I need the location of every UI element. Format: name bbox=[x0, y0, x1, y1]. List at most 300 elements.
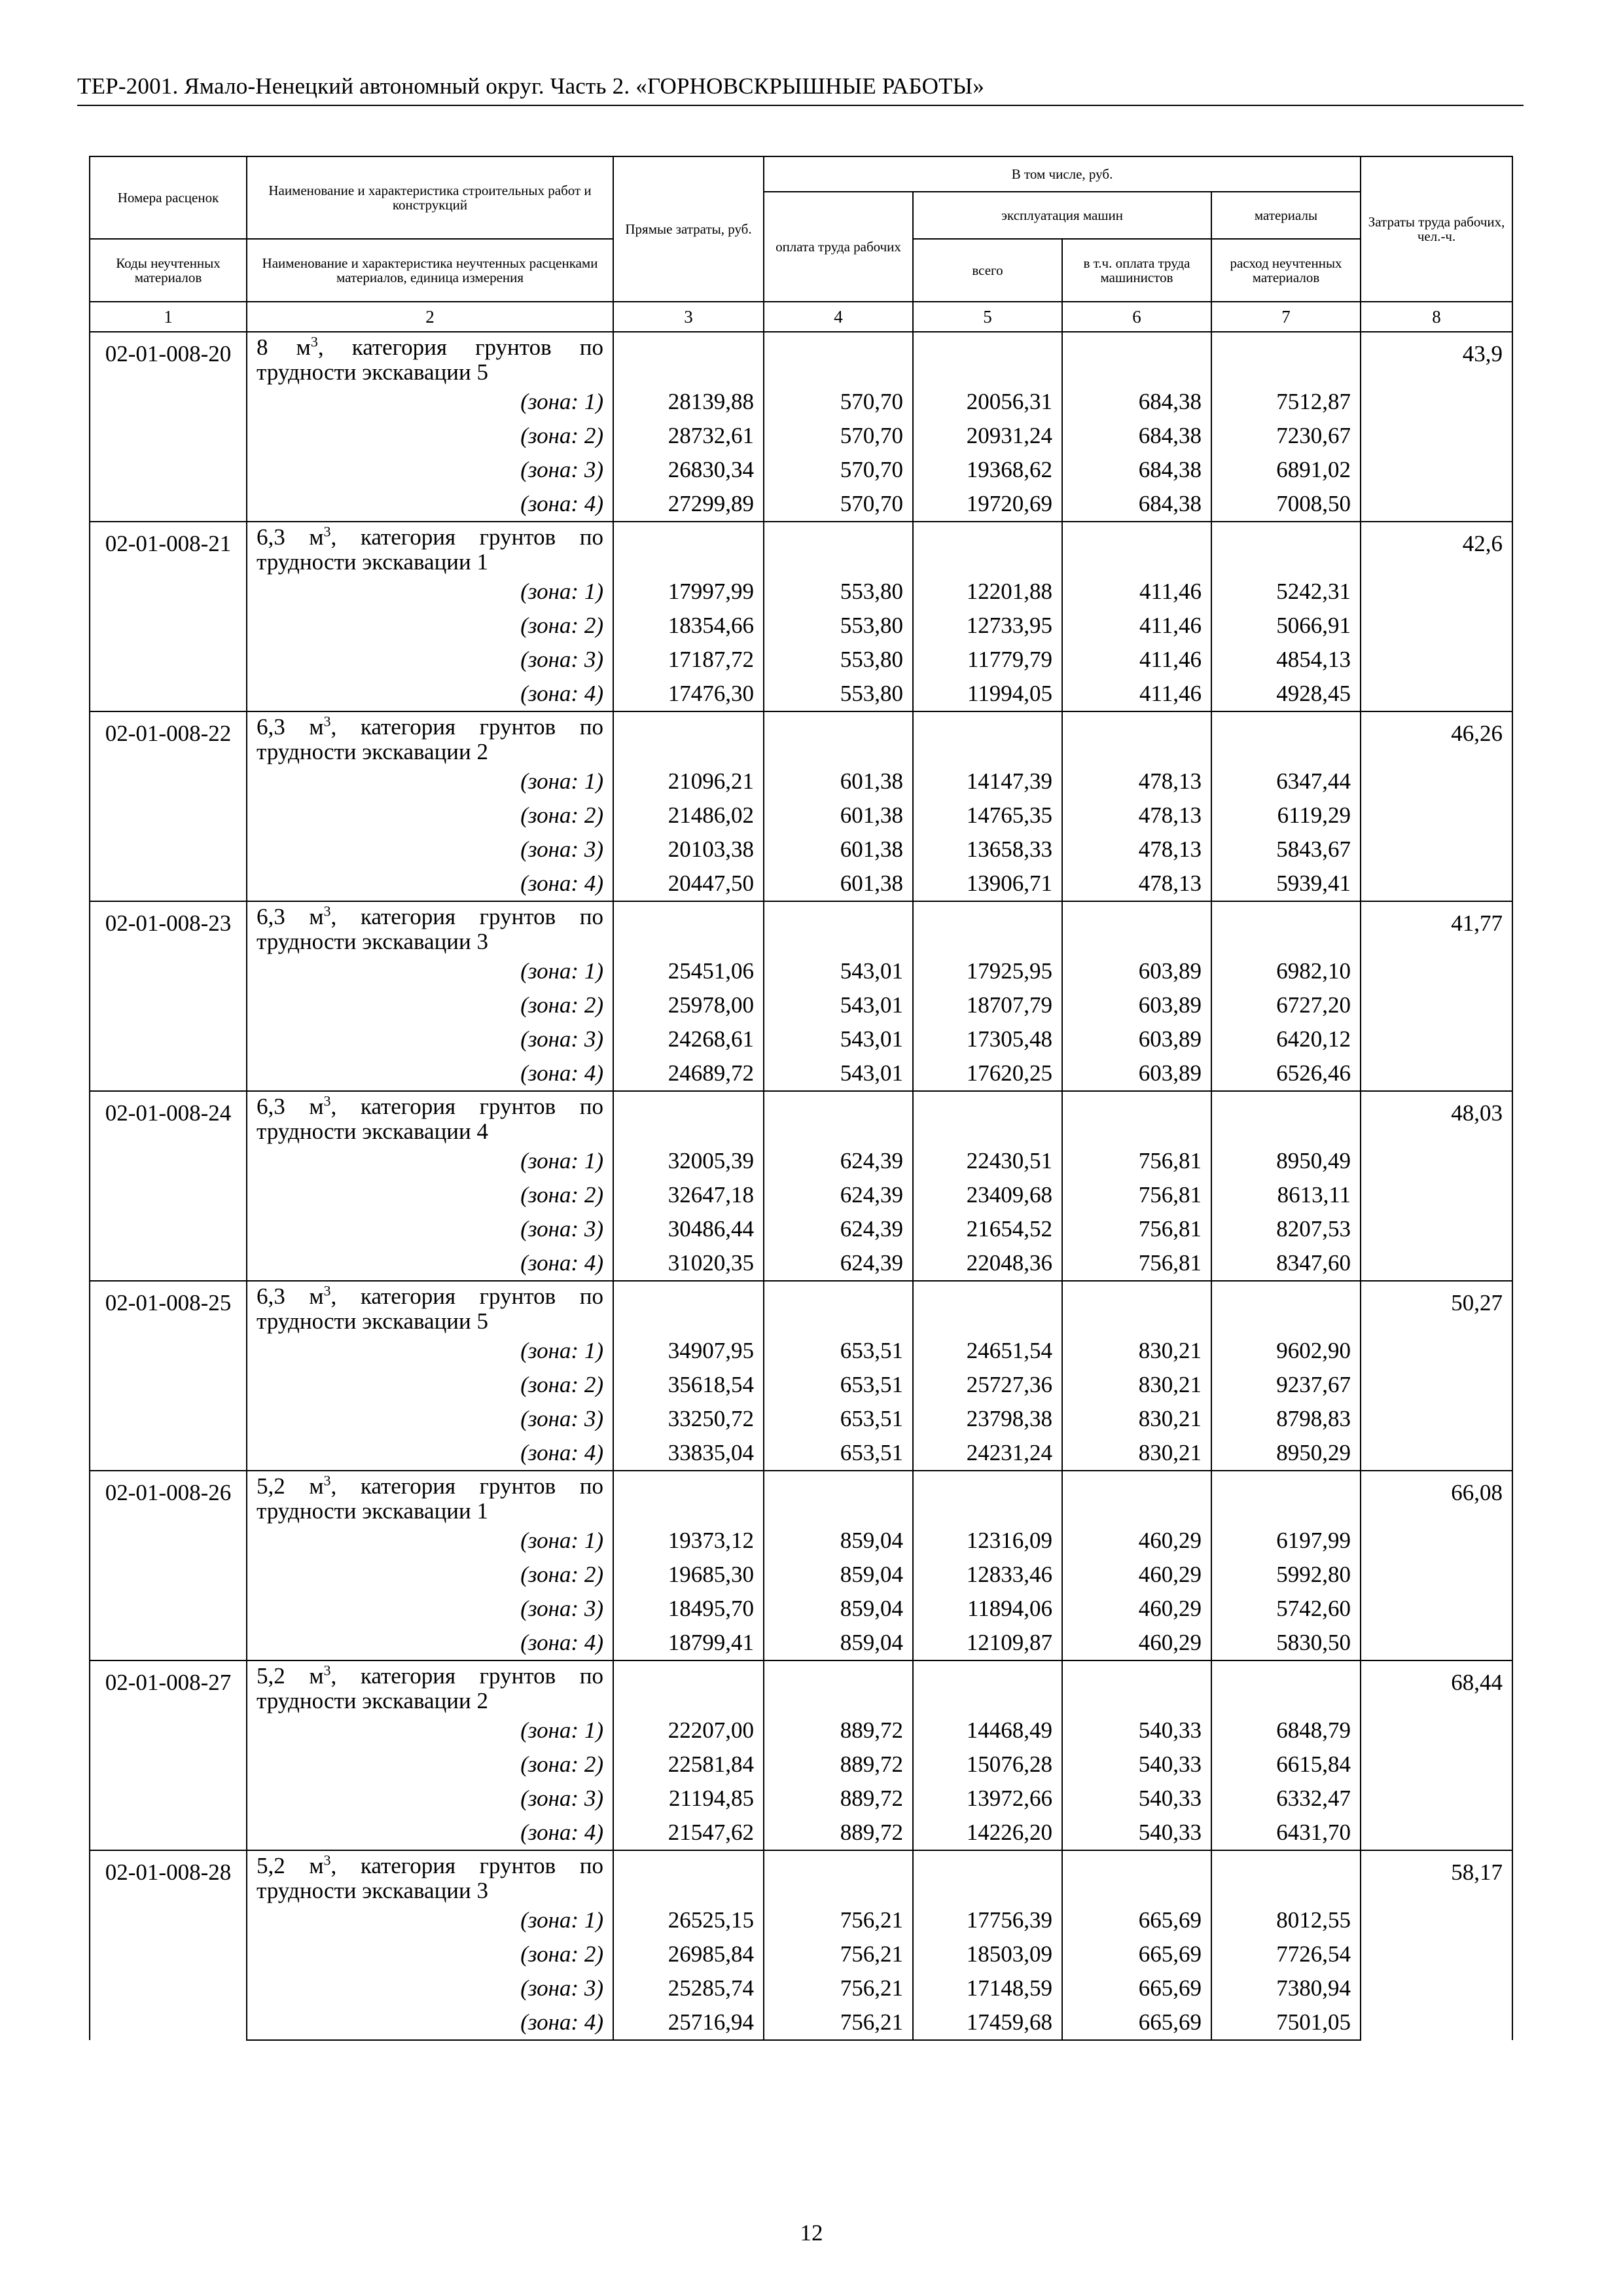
machines-total-value: 17925,95 bbox=[913, 954, 1062, 988]
empty-cell bbox=[1062, 1850, 1211, 1903]
unit-exponent: 3 bbox=[323, 1282, 331, 1299]
operators-wages-value: 478,13 bbox=[1062, 867, 1211, 901]
materials-value: 5843,67 bbox=[1211, 833, 1361, 867]
rate-record-row bbox=[90, 1660, 1512, 1713]
wages-value: 624,39 bbox=[764, 1144, 913, 1178]
materials-value: 5242,31 bbox=[1211, 575, 1361, 609]
operators-wages-value: 540,33 bbox=[1062, 1816, 1211, 1850]
zone-label: (зона: 2) bbox=[247, 1558, 613, 1592]
zone-row bbox=[90, 833, 1512, 867]
description-text: 5,2 м bbox=[257, 1473, 324, 1499]
machines-total-value: 20056,31 bbox=[913, 385, 1062, 419]
unit-exponent: 3 bbox=[323, 713, 331, 730]
direct-costs-value: 26830,34 bbox=[613, 453, 764, 487]
wages-value: 889,72 bbox=[764, 1748, 913, 1782]
direct-costs-value: 19685,30 bbox=[613, 1558, 764, 1592]
col-number: 5 bbox=[913, 302, 1062, 332]
empty-cell bbox=[913, 332, 1062, 385]
zone-label: (зона: 1) bbox=[247, 575, 613, 609]
empty-cell bbox=[764, 522, 913, 575]
direct-costs-value: 24268,61 bbox=[613, 1022, 764, 1056]
materials-value: 5066,91 bbox=[1211, 609, 1361, 643]
empty-cell bbox=[613, 522, 764, 575]
materials-value: 7512,87 bbox=[1211, 385, 1361, 419]
operators-wages-value: 478,13 bbox=[1062, 764, 1211, 798]
header-rate-number: Номера расценок bbox=[90, 156, 247, 239]
materials-value: 6982,10 bbox=[1211, 954, 1361, 988]
unit-exponent: 3 bbox=[323, 1662, 331, 1679]
wages-value: 756,21 bbox=[764, 2005, 913, 2040]
machines-total-value: 19368,62 bbox=[913, 453, 1062, 487]
direct-costs-value: 33250,72 bbox=[613, 1402, 764, 1436]
header-machines: эксплуатация машин bbox=[913, 192, 1211, 239]
labor-cost: 41,77 bbox=[1361, 901, 1512, 1091]
wages-value: 756,21 bbox=[764, 1937, 913, 1971]
materials-value: 6420,12 bbox=[1211, 1022, 1361, 1056]
zone-row bbox=[90, 487, 1512, 522]
machines-total-value: 14765,35 bbox=[913, 798, 1062, 833]
col-number: 3 bbox=[613, 302, 764, 332]
zone-row bbox=[90, 1626, 1512, 1660]
operators-wages-value: 756,81 bbox=[1062, 1178, 1211, 1212]
direct-costs-value: 30486,44 bbox=[613, 1212, 764, 1246]
zone-label: (зона: 2) bbox=[247, 1748, 613, 1782]
col-number: 2 bbox=[247, 302, 613, 332]
zone-label: (зона: 3) bbox=[247, 1212, 613, 1246]
zone-row bbox=[90, 677, 1512, 711]
operators-wages-value: 665,69 bbox=[1062, 1971, 1211, 2005]
operators-wages-value: 411,46 bbox=[1062, 609, 1211, 643]
labor-cost: 42,6 bbox=[1361, 522, 1512, 711]
empty-cell bbox=[1211, 1281, 1361, 1334]
materials-value: 7230,67 bbox=[1211, 419, 1361, 453]
materials-value: 8950,49 bbox=[1211, 1144, 1361, 1178]
machines-total-value: 11994,05 bbox=[913, 677, 1062, 711]
empty-cell bbox=[1211, 1091, 1361, 1144]
zone-row bbox=[90, 1334, 1512, 1368]
operators-wages-value: 603,89 bbox=[1062, 1056, 1211, 1091]
zone-row bbox=[90, 1816, 1512, 1850]
header-labor: Затраты труда рабочих, чел.-ч. bbox=[1361, 156, 1512, 302]
wages-value: 624,39 bbox=[764, 1178, 913, 1212]
direct-costs-value: 28139,88 bbox=[613, 385, 764, 419]
labor-cost: 66,08 bbox=[1361, 1471, 1512, 1660]
zone-label: (зона: 4) bbox=[247, 867, 613, 901]
description-text: , категория грунтов по трудности экскавации 5 bbox=[257, 1283, 603, 1334]
rate-code: 02-01-008-24 bbox=[90, 1091, 247, 1281]
zone-row bbox=[90, 643, 1512, 677]
description-text: 6,3 м bbox=[257, 714, 324, 740]
zone-label: (зона: 4) bbox=[247, 487, 613, 522]
zone-row bbox=[90, 419, 1512, 453]
operators-wages-value: 684,38 bbox=[1062, 487, 1211, 522]
empty-cell bbox=[764, 332, 913, 385]
direct-costs-value: 25285,74 bbox=[613, 1971, 764, 2005]
operators-wages-value: 411,46 bbox=[1062, 575, 1211, 609]
wages-value: 624,39 bbox=[764, 1212, 913, 1246]
empty-cell bbox=[613, 1660, 764, 1713]
machines-total-value: 22048,36 bbox=[913, 1246, 1062, 1281]
operators-wages-value: 460,29 bbox=[1062, 1592, 1211, 1626]
machines-total-value: 20931,24 bbox=[913, 419, 1062, 453]
zone-label: (зона: 3) bbox=[247, 643, 613, 677]
materials-value: 5742,60 bbox=[1211, 1592, 1361, 1626]
empty-cell bbox=[913, 711, 1062, 764]
operators-wages-value: 540,33 bbox=[1062, 1782, 1211, 1816]
zone-label: (зона: 2) bbox=[247, 419, 613, 453]
operators-wages-value: 540,33 bbox=[1062, 1748, 1211, 1782]
description-text: 6,3 м bbox=[257, 524, 324, 550]
rate-description bbox=[247, 1471, 613, 1524]
labor-cost: 68,44 bbox=[1361, 1660, 1512, 1850]
materials-value: 6891,02 bbox=[1211, 453, 1361, 487]
zone-row bbox=[90, 1713, 1512, 1748]
machines-total-value: 14226,20 bbox=[913, 1816, 1062, 1850]
col-number: 7 bbox=[1211, 302, 1361, 332]
machines-total-value: 18503,09 bbox=[913, 1937, 1062, 1971]
header-name-unaccounted: Наименование и характеристика неучтенных расценками материалов, единица измерения bbox=[247, 239, 613, 302]
direct-costs-value: 20447,50 bbox=[613, 867, 764, 901]
materials-value: 5939,41 bbox=[1211, 867, 1361, 901]
zone-label: (зона: 1) bbox=[247, 1334, 613, 1368]
empty-cell bbox=[1062, 1471, 1211, 1524]
zone-row bbox=[90, 609, 1512, 643]
zone-row bbox=[90, 1971, 1512, 2005]
zone-row bbox=[90, 1022, 1512, 1056]
zone-label: (зона: 2) bbox=[247, 798, 613, 833]
operators-wages-value: 478,13 bbox=[1062, 833, 1211, 867]
unit-exponent: 3 bbox=[323, 523, 331, 540]
header-operators-wages: в т.ч. оплата труда машинистов bbox=[1062, 239, 1211, 302]
operators-wages-value: 756,81 bbox=[1062, 1144, 1211, 1178]
empty-cell bbox=[613, 711, 764, 764]
rate-code: 02-01-008-26 bbox=[90, 1471, 247, 1660]
machines-total-value: 24651,54 bbox=[913, 1334, 1062, 1368]
empty-cell bbox=[613, 332, 764, 385]
direct-costs-value: 26985,84 bbox=[613, 1937, 764, 1971]
zone-row bbox=[90, 575, 1512, 609]
direct-costs-value: 27299,89 bbox=[613, 487, 764, 522]
wages-value: 601,38 bbox=[764, 867, 913, 901]
zone-label: (зона: 1) bbox=[247, 764, 613, 798]
machines-total-value: 18707,79 bbox=[913, 988, 1062, 1022]
empty-cell bbox=[1211, 522, 1361, 575]
materials-value: 7380,94 bbox=[1211, 1971, 1361, 2005]
labor-cost: 43,9 bbox=[1361, 332, 1512, 522]
rate-code: 02-01-008-27 bbox=[90, 1660, 247, 1850]
operators-wages-value: 460,29 bbox=[1062, 1626, 1211, 1660]
direct-costs-value: 25978,00 bbox=[613, 988, 764, 1022]
wages-value: 859,04 bbox=[764, 1558, 913, 1592]
direct-costs-value: 18354,66 bbox=[613, 609, 764, 643]
machines-total-value: 23798,38 bbox=[913, 1402, 1062, 1436]
wages-value: 543,01 bbox=[764, 954, 913, 988]
rate-record-row bbox=[90, 711, 1512, 764]
empty-cell bbox=[913, 1091, 1062, 1144]
machines-total-value: 14468,49 bbox=[913, 1713, 1062, 1748]
empty-cell bbox=[1062, 901, 1211, 954]
zone-label: (зона: 3) bbox=[247, 1402, 613, 1436]
zone-row bbox=[90, 385, 1512, 419]
zone-label: (зона: 2) bbox=[247, 988, 613, 1022]
empty-cell bbox=[613, 1281, 764, 1334]
materials-value: 6332,47 bbox=[1211, 1782, 1361, 1816]
wages-value: 889,72 bbox=[764, 1782, 913, 1816]
zone-label: (зона: 3) bbox=[247, 453, 613, 487]
empty-cell bbox=[913, 1660, 1062, 1713]
direct-costs-value: 18799,41 bbox=[613, 1626, 764, 1660]
operators-wages-value: 460,29 bbox=[1062, 1524, 1211, 1558]
machines-total-value: 17305,48 bbox=[913, 1022, 1062, 1056]
description-text: 6,3 м bbox=[257, 1283, 324, 1309]
zone-row bbox=[90, 1246, 1512, 1281]
rate-description bbox=[247, 522, 613, 575]
operators-wages-value: 684,38 bbox=[1062, 453, 1211, 487]
wages-value: 624,39 bbox=[764, 1246, 913, 1281]
materials-value: 5992,80 bbox=[1211, 1558, 1361, 1592]
table-body bbox=[90, 332, 1512, 2040]
labor-cost: 46,26 bbox=[1361, 711, 1512, 901]
empty-cell bbox=[1211, 711, 1361, 764]
unit-exponent: 3 bbox=[323, 1092, 331, 1109]
operators-wages-value: 478,13 bbox=[1062, 798, 1211, 833]
materials-value: 4854,13 bbox=[1211, 643, 1361, 677]
zone-label: (зона: 3) bbox=[247, 1022, 613, 1056]
description-text: , категория грунтов по трудности экскавации 1 bbox=[257, 524, 603, 575]
wages-value: 601,38 bbox=[764, 833, 913, 867]
machines-total-value: 12733,95 bbox=[913, 609, 1062, 643]
machines-total-value: 22430,51 bbox=[913, 1144, 1062, 1178]
zone-row bbox=[90, 988, 1512, 1022]
empty-cell bbox=[764, 1281, 913, 1334]
wages-value: 653,51 bbox=[764, 1402, 913, 1436]
machines-total-value: 15076,28 bbox=[913, 1748, 1062, 1782]
machines-total-value: 11894,06 bbox=[913, 1592, 1062, 1626]
zone-label: (зона: 4) bbox=[247, 1056, 613, 1091]
operators-wages-value: 684,38 bbox=[1062, 385, 1211, 419]
materials-value: 8798,83 bbox=[1211, 1402, 1361, 1436]
empty-cell bbox=[613, 1091, 764, 1144]
direct-costs-value: 32647,18 bbox=[613, 1178, 764, 1212]
direct-costs-value: 25451,06 bbox=[613, 954, 764, 988]
zone-label: (зона: 1) bbox=[247, 1144, 613, 1178]
machines-total-value: 12833,46 bbox=[913, 1558, 1062, 1592]
machines-total-value: 12201,88 bbox=[913, 575, 1062, 609]
materials-value: 6848,79 bbox=[1211, 1713, 1361, 1748]
materials-value: 9602,90 bbox=[1211, 1334, 1361, 1368]
direct-costs-value: 20103,38 bbox=[613, 833, 764, 867]
materials-value: 5830,50 bbox=[1211, 1626, 1361, 1660]
wages-value: 553,80 bbox=[764, 575, 913, 609]
materials-value: 6615,84 bbox=[1211, 1748, 1361, 1782]
unit-exponent: 3 bbox=[323, 1852, 331, 1869]
zone-row bbox=[90, 453, 1512, 487]
operators-wages-value: 830,21 bbox=[1062, 1402, 1211, 1436]
empty-cell bbox=[613, 1471, 764, 1524]
direct-costs-value: 28732,61 bbox=[613, 419, 764, 453]
header-direct-costs: Прямые затраты, руб. bbox=[613, 156, 764, 302]
operators-wages-value: 684,38 bbox=[1062, 419, 1211, 453]
machines-total-value: 14147,39 bbox=[913, 764, 1062, 798]
zone-row bbox=[90, 1937, 1512, 1971]
zone-row bbox=[90, 1056, 1512, 1091]
wages-value: 553,80 bbox=[764, 677, 913, 711]
header-materials: материалы bbox=[1211, 192, 1361, 239]
zone-label: (зона: 1) bbox=[247, 1524, 613, 1558]
wages-value: 859,04 bbox=[764, 1592, 913, 1626]
machines-total-value: 11779,79 bbox=[913, 643, 1062, 677]
operators-wages-value: 460,29 bbox=[1062, 1558, 1211, 1592]
machines-total-value: 13658,33 bbox=[913, 833, 1062, 867]
materials-value: 8613,11 bbox=[1211, 1178, 1361, 1212]
header-wages: оплата труда рабочих bbox=[764, 192, 913, 302]
empty-cell bbox=[1211, 901, 1361, 954]
machines-total-value: 17148,59 bbox=[913, 1971, 1062, 2005]
direct-costs-value: 17187,72 bbox=[613, 643, 764, 677]
machines-total-value: 25727,36 bbox=[913, 1368, 1062, 1402]
rate-code: 02-01-008-25 bbox=[90, 1281, 247, 1471]
direct-costs-value: 26525,15 bbox=[613, 1903, 764, 1937]
description-text: , категория грунтов по трудности экскавации 5 bbox=[257, 334, 603, 385]
rate-description bbox=[247, 1091, 613, 1144]
materials-value: 7008,50 bbox=[1211, 487, 1361, 522]
wages-value: 653,51 bbox=[764, 1368, 913, 1402]
zone-row bbox=[90, 798, 1512, 833]
wages-value: 653,51 bbox=[764, 1436, 913, 1471]
empty-cell bbox=[1062, 711, 1211, 764]
zone-label: (зона: 4) bbox=[247, 1626, 613, 1660]
zone-row bbox=[90, 867, 1512, 901]
unit-exponent: 3 bbox=[310, 333, 318, 350]
operators-wages-value: 665,69 bbox=[1062, 2005, 1211, 2040]
direct-costs-value: 34907,95 bbox=[613, 1334, 764, 1368]
materials-value: 6347,44 bbox=[1211, 764, 1361, 798]
direct-costs-value: 17476,30 bbox=[613, 677, 764, 711]
empty-cell bbox=[1062, 1091, 1211, 1144]
wages-value: 601,38 bbox=[764, 764, 913, 798]
zone-row bbox=[90, 1212, 1512, 1246]
machines-total-value: 12316,09 bbox=[913, 1524, 1062, 1558]
wages-value: 756,21 bbox=[764, 1903, 913, 1937]
direct-costs-value: 32005,39 bbox=[613, 1144, 764, 1178]
machines-total-value: 13972,66 bbox=[913, 1782, 1062, 1816]
empty-cell bbox=[913, 901, 1062, 954]
wages-value: 756,21 bbox=[764, 1971, 913, 2005]
operators-wages-value: 411,46 bbox=[1062, 677, 1211, 711]
empty-cell bbox=[764, 901, 913, 954]
description-text: , категория грунтов по трудности экскавации 4 bbox=[257, 1094, 603, 1144]
materials-value: 7726,54 bbox=[1211, 1937, 1361, 1971]
unit-exponent: 3 bbox=[323, 1472, 331, 1489]
empty-cell bbox=[764, 1660, 913, 1713]
zone-label: (зона: 1) bbox=[247, 1713, 613, 1748]
direct-costs-value: 18495,70 bbox=[613, 1592, 764, 1626]
wages-value: 553,80 bbox=[764, 643, 913, 677]
wages-value: 570,70 bbox=[764, 385, 913, 419]
machines-total-value: 17459,68 bbox=[913, 2005, 1062, 2040]
rate-code: 02-01-008-21 bbox=[90, 522, 247, 711]
description-text: , категория грунтов по трудности экскавации 2 bbox=[257, 1663, 603, 1713]
zone-row bbox=[90, 1178, 1512, 1212]
machines-total-value: 23409,68 bbox=[913, 1178, 1062, 1212]
wages-value: 859,04 bbox=[764, 1626, 913, 1660]
operators-wages-value: 830,21 bbox=[1062, 1368, 1211, 1402]
wages-value: 570,70 bbox=[764, 453, 913, 487]
labor-cost: 58,17 bbox=[1361, 1850, 1512, 2040]
rate-record-row bbox=[90, 1850, 1512, 1903]
rate-description bbox=[247, 332, 613, 385]
materials-value: 6431,70 bbox=[1211, 1816, 1361, 1850]
wages-value: 653,51 bbox=[764, 1334, 913, 1368]
machines-total-value: 24231,24 bbox=[913, 1436, 1062, 1471]
zone-label: (зона: 1) bbox=[247, 1903, 613, 1937]
materials-value: 9237,67 bbox=[1211, 1368, 1361, 1402]
operators-wages-value: 830,21 bbox=[1062, 1436, 1211, 1471]
wages-value: 543,01 bbox=[764, 988, 913, 1022]
col-number: 6 bbox=[1062, 302, 1211, 332]
zone-label: (зона: 2) bbox=[247, 1178, 613, 1212]
description-text: , категория грунтов по трудности экскавации 3 bbox=[257, 1853, 603, 1903]
empty-cell bbox=[1062, 1281, 1211, 1334]
materials-value: 4928,45 bbox=[1211, 677, 1361, 711]
title-rule bbox=[77, 105, 1524, 106]
operators-wages-value: 603,89 bbox=[1062, 988, 1211, 1022]
zone-row bbox=[90, 1592, 1512, 1626]
rate-record-row bbox=[90, 1091, 1512, 1144]
direct-costs-value: 21547,62 bbox=[613, 1816, 764, 1850]
table-header bbox=[90, 156, 1512, 332]
rate-record-row bbox=[90, 1281, 1512, 1334]
zone-label: (зона: 4) bbox=[247, 677, 613, 711]
machines-total-value: 13906,71 bbox=[913, 867, 1062, 901]
wages-value: 570,70 bbox=[764, 419, 913, 453]
direct-costs-value: 35618,54 bbox=[613, 1368, 764, 1402]
description-text: 6,3 м bbox=[257, 1094, 324, 1119]
direct-costs-value: 33835,04 bbox=[613, 1436, 764, 1471]
zone-label: (зона: 4) bbox=[247, 2005, 613, 2040]
operators-wages-value: 665,69 bbox=[1062, 1937, 1211, 1971]
wages-value: 859,04 bbox=[764, 1524, 913, 1558]
materials-value: 6526,46 bbox=[1211, 1056, 1361, 1091]
operators-wages-value: 603,89 bbox=[1062, 954, 1211, 988]
materials-value: 6727,20 bbox=[1211, 988, 1361, 1022]
labor-cost: 48,03 bbox=[1361, 1091, 1512, 1281]
rate-description bbox=[247, 711, 613, 764]
wages-value: 889,72 bbox=[764, 1816, 913, 1850]
materials-value: 8950,29 bbox=[1211, 1436, 1361, 1471]
direct-costs-value: 22207,00 bbox=[613, 1713, 764, 1748]
empty-cell bbox=[1062, 522, 1211, 575]
zone-row bbox=[90, 1748, 1512, 1782]
zone-row bbox=[90, 1524, 1512, 1558]
zone-label: (зона: 3) bbox=[247, 833, 613, 867]
empty-cell bbox=[913, 1281, 1062, 1334]
direct-costs-value: 17997,99 bbox=[613, 575, 764, 609]
direct-costs-value: 21194,85 bbox=[613, 1782, 764, 1816]
zone-label: (зона: 4) bbox=[247, 1816, 613, 1850]
zone-label: (зона: 2) bbox=[247, 609, 613, 643]
zone-row bbox=[90, 1368, 1512, 1402]
rate-description bbox=[247, 1281, 613, 1334]
empty-cell bbox=[764, 1471, 913, 1524]
direct-costs-value: 22581,84 bbox=[613, 1748, 764, 1782]
zone-row bbox=[90, 1402, 1512, 1436]
empty-cell bbox=[1211, 1471, 1361, 1524]
page-title: ТЕР-2001. Ямало-Ненецкий автономный округ. Часть 2. «ГОРНОВСКРЫШНЫЕ РАБОТЫ» bbox=[77, 73, 985, 99]
rate-record-row bbox=[90, 1471, 1512, 1524]
rate-record-row bbox=[90, 901, 1512, 954]
zone-row bbox=[90, 1436, 1512, 1471]
